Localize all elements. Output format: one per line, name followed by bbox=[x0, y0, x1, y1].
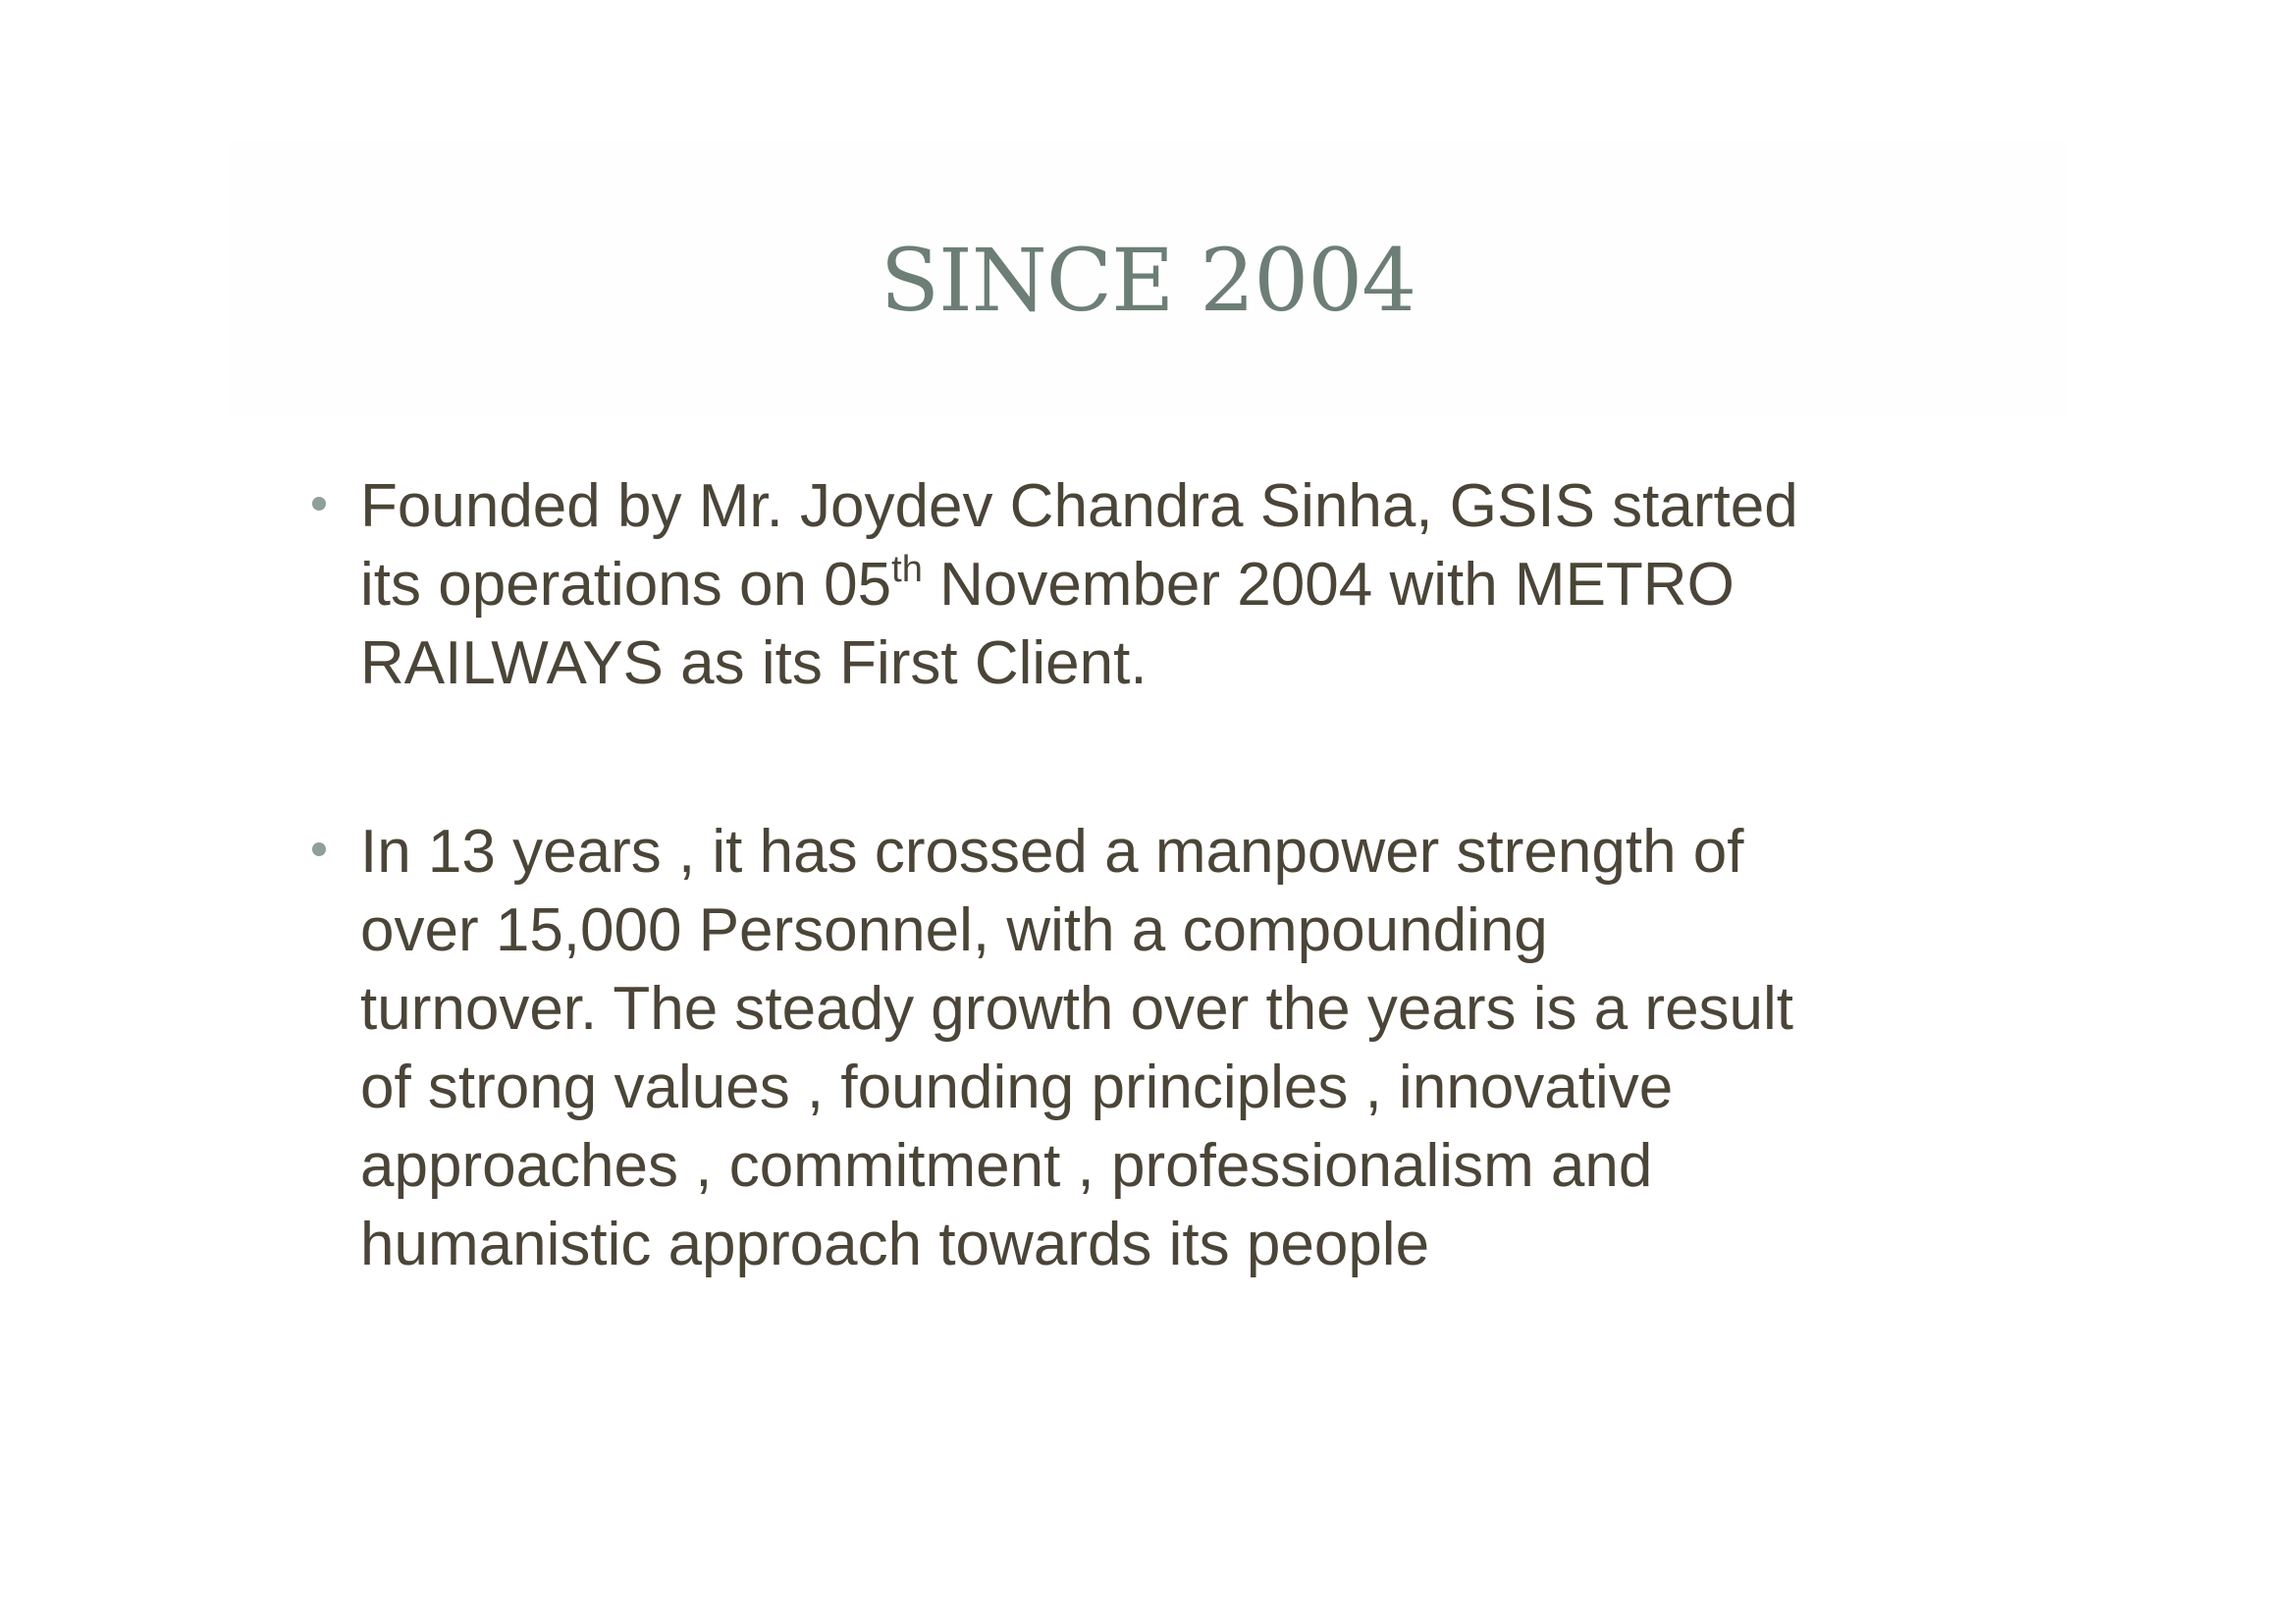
ordinal-superscript: th bbox=[891, 549, 923, 590]
bullet-line bbox=[360, 546, 2061, 624]
bullet-line: humanistic approach towards its people bbox=[360, 1211, 1430, 1278]
bullet-item-founding bbox=[304, 467, 2061, 703]
bullet-line: approaches , commitment , professionalism and bbox=[360, 1132, 1653, 1200]
bullet-line-text: its operations on 05 bbox=[360, 551, 892, 619]
slide-title: SINCE 2004 bbox=[880, 230, 1416, 331]
bullet-line: of strong values , founding principles , innovative bbox=[360, 1054, 1674, 1121]
bullet-list bbox=[304, 467, 2061, 1284]
bullet-dot-icon bbox=[312, 497, 326, 511]
bullet-line: over 15,000 Personnel, with a compounding bbox=[360, 896, 1548, 964]
bullet-line: Founded by Mr. Joydev Chandra Sinha, GSIS started bbox=[360, 472, 1798, 540]
bullet-dot-icon bbox=[312, 842, 326, 856]
bullet-line: In 13 years , it has crossed a manpower strength of bbox=[360, 818, 1744, 886]
bullet-line: RAILWAYS as its First Client. bbox=[360, 629, 1148, 697]
bullet-line-text: November 2004 with METRO bbox=[922, 551, 1735, 619]
bullet-line: turnover. The steady growth over the years is a result bbox=[360, 975, 1794, 1043]
bullet-item-growth bbox=[304, 813, 2061, 1284]
